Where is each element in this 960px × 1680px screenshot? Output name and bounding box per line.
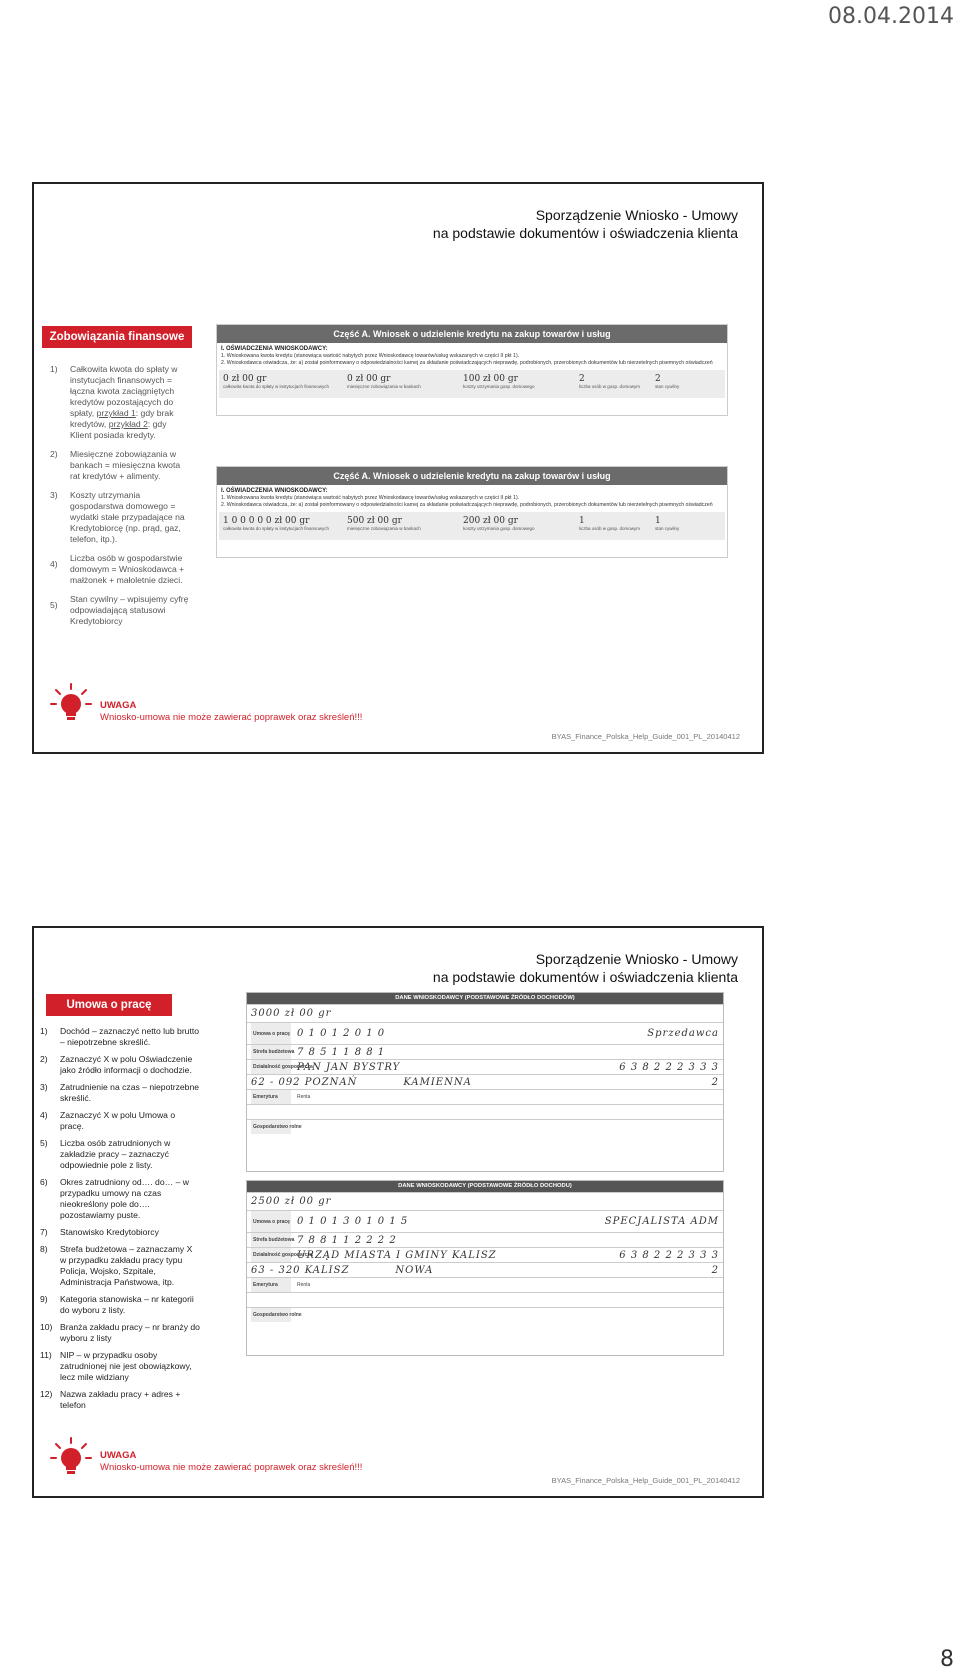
slide-employment-contract [32, 926, 764, 1498]
income-value: 2500 zł 00 gr [251, 1196, 332, 1207]
form-cell: 500 zł 00 gr miesięczne zobowiązania w bankach [347, 516, 421, 531]
street-number: 2 [711, 1076, 719, 1088]
street-number: 2 [711, 1264, 719, 1276]
list-item: 1) Dochód – zaznaczyć netto lub brutto – niepotrzebne skreślić. [40, 1026, 200, 1047]
list-item: 10) Branża zakładu pracy – nr branży do wyboru z listy [40, 1322, 200, 1343]
lightbulb-icon [48, 1436, 94, 1482]
warning-text: Wniosko-umowa nie może zawierać poprawek oraz skreśleń!!! [100, 712, 363, 723]
form-cell: 0 zł 00 gr miesięczne zobowiązania w bankach [347, 374, 421, 389]
street-value: KAMIENNA [403, 1076, 472, 1088]
form-cell: 2 liczba osób w gosp. domowym [579, 374, 641, 389]
phone-value: 6 3 8 2 2 2 3 3 3 [619, 1061, 719, 1073]
slide-title-line1: Sporządzenie Wniosko - Umowy [535, 951, 738, 967]
form-values-row [219, 512, 725, 540]
list-item: 6) Okres zatrudniony od…. do… – w przypadku umowy na czas nieokreślony pole do…. pozostawiamy puste. [40, 1177, 189, 1220]
form-cell: 2 stan cywilny [655, 374, 680, 389]
list-item: 5) Liczba osób zatrudnionych w zakładzie pracy – zaznaczyć odpowiednie pole z listy. [40, 1138, 171, 1170]
section-header: Umowa o pracę [46, 994, 172, 1016]
employment-dates: 0 1 0 1 3 0 1 0 1 5 [297, 1216, 409, 1227]
instructions-list [40, 1026, 200, 1417]
form-bar: Część A. Wniosek o udzielenie kredytu na zakup towarów i usług [217, 467, 727, 485]
list-item: 3) Koszty utrzymania gospodarstwa domowego = wydatki stałe przypadające na Kredytobiorcę (np. prąd, gaz, telefon, itp.). [50, 490, 185, 544]
page-number: 8 [940, 1647, 954, 1672]
lightbulb-icon [48, 682, 94, 728]
slide-title [433, 950, 738, 986]
form-cell: 1 0 0 0 0 0 zł 00 gr całkowita kwota do spłaty w instytucjach finansowych [223, 516, 330, 531]
list-item: 3) Zatrudnienie na czas – niepotrzebne skreślić. [40, 1082, 200, 1103]
employer-name: URZĄD MIASTA I GMINY KALISZ [297, 1249, 497, 1261]
footer-code: BYAS_Finance_Polska_Help_Guide_001_PL_20140412 [551, 732, 740, 741]
form-example-1: Część A. Wniosek o udzielenie kredytu na zakup towarów i usług I. OŚWIADCZENIA WNIOSKODAWCY: 1. Wnioskowana kwota kredytu (stanowiąca wartość nabytych przez Wnioskodawcę towarów/usług wskazanych w części II pkt 1). 2. Wnioskodawca oświadcza, że: a) został poinformowany o odpowiedzialności karnej za składanie poświadczających nieprawdę, podrobionych, przerobionych dokumentów lub nierzetelnych pisemnych oświadczeń 0 zł 00 gr całkowita kwota do spłaty w instytucjach finansowych 0 zł 00 gr miesięczne zobowiązania w bankach 100 zł 00 gr koszty utrzymania gosp. domowego 2 liczba osób w gosp. domowym 2 stan cywilny [216, 324, 728, 416]
employment-form-2: DANE WNIOSKODAWCY (PODSTAWOWE ŹRÓDŁO DOCHODU) 2500 zł 00 gr Umowa o pracę 0 1 0 1 3 0 1 0 1 5 SPECJALISTA ADM Strefa budżetowa 7 8 8 1 1 2 2 2 2 Działalność gospodarcza URZĄD MIASTA I GMINY KALISZ 6 3 8 2 2 2 3 3 3 63 - 320 KALISZ NOWA 2 Emerytura Renta Gospodarstwo rolne [246, 1180, 724, 1356]
document-date: 08.04.2014 [828, 4, 954, 29]
example-link-2[interactable]: przykład 2 [108, 419, 148, 429]
form-cell: 200 zł 00 gr koszty utrzymania gosp. domowego [463, 516, 535, 531]
list-item: 7) Stanowisko Kredytobiorcy [40, 1227, 159, 1237]
income-value: 3000 zł 00 gr [251, 1008, 332, 1019]
phone-value: 6 3 8 2 2 2 3 3 3 [619, 1249, 719, 1261]
employer-name: PAN JAN BYSTRY [297, 1061, 401, 1073]
nip-value: 7 8 8 1 1 2 2 2 2 [297, 1234, 397, 1246]
list-item: 1) Całkowita kwota do spłaty w instytucjach finansowych = łączna kwota zaciągniętych kredytów pozostających do spłaty, przykład 1: gdy brak kredytów, przykład 2: gdy Klient posiada kredyty. [50, 364, 178, 440]
footer-code: BYAS_Finance_Polska_Help_Guide_001_PL_20140412 [551, 1476, 740, 1485]
list-item: 8) Strefa budżetowa – zaznaczamy X w przypadku zakładu pracy typu Policja, Wojsko, Szpitale, Administracja Państwowa, itp. [40, 1244, 193, 1287]
address-zip: 63 - 320 KALISZ [251, 1264, 350, 1276]
form-example-2: Część A. Wniosek o udzielenie kredytu na zakup towarów i usług I. OŚWIADCZENIA WNIOSKODAWCY: 1. Wnioskowana kwota kredytu (stanowiąca wartość nabytych przez Wnioskodawcę towarów/usług wskazanych w części II pkt 1). 2. Wnioskodawca oświadcza, że: a) został poinformowany o odpowiedzialności karnej za składanie poświadczających nieprawdę, podrobionych, przerobionych dokumentów lub nierzetelnych pisemnych oświadczeń 1 0 0 0 0 0 zł 00 gr całkowita kwota do spłaty w instytucjach finansowych 500 zł 00 gr miesięczne zobowiązania w bankach 200 zł 00 gr koszty utrzymania gosp. domowego 1 liczba osób w gosp. domowym 1 stan cywilny [216, 466, 728, 558]
position-value: Sprzedawca [647, 1028, 719, 1039]
form-cell: 1 stan cywilny [655, 516, 680, 531]
warning-title: UWAGA [100, 700, 137, 711]
form-cell: 100 zł 00 gr koszty utrzymania gosp. domowego [463, 374, 535, 389]
employment-dates: 0 1 0 1 2 0 1 0 [297, 1028, 386, 1039]
position-value: SPECJALISTA ADM [604, 1216, 719, 1227]
list-item: 2) Zaznaczyć X w polu Oświadczenie jako źródło informacji o dochodzie. [40, 1054, 193, 1075]
warning-text: Wniosko-umowa nie może zawierać poprawek oraz skreśleń!!! [100, 1462, 363, 1473]
slide-title-line2: na podstawie dokumentów i oświadczenia klienta [432, 225, 738, 241]
instructions-list [50, 364, 190, 635]
warning-box [48, 682, 362, 728]
example-link-1[interactable]: przykład 1 [96, 408, 136, 418]
form-cell: 1 liczba osób w gosp. domowym [579, 516, 641, 531]
form-cell: 0 zł 00 gr całkowita kwota do spłaty w instytucjach finansowych [223, 374, 330, 389]
form-bar: Część A. Wniosek o udzielenie kredytu na zakup towarów i usług [217, 325, 727, 343]
nip-value: 7 8 5 1 1 8 8 1 [297, 1046, 386, 1058]
slide-title-line2: na podstawie dokumentów i oświadczenia klienta [432, 969, 738, 985]
section-header: Zobowiązania finansowe [42, 326, 192, 348]
list-item: 5) Stan cywilny – wpisujemy cyfrę odpowiadającą statusowi Kredytobiorcy [50, 594, 189, 626]
slide-financial-obligations [32, 182, 764, 754]
employment-form-1: DANE WNIOSKODAWCY (PODSTAWOWE ŹRÓDŁO DOCHODÓW) 3000 zł 00 gr Umowa o pracę 0 1 0 1 2 0 1 0 Sprzedawca Strefa budżetowa 7 8 5 1 1 8 8 1 Działalność gospodarcza PAN JAN BYSTRY 6 3 8 2 2 2 3 3 3 62 - 092 POZNAŃ KAMIENNA 2 Emerytura Renta Gospodarstwo rolne [246, 992, 724, 1172]
list-item: 12) Nazwa zakładu pracy + adres + telefon [40, 1389, 181, 1410]
street-value: NOWA [395, 1264, 434, 1276]
warning-title: UWAGA [100, 1450, 137, 1461]
list-item: 2) Miesięczne zobowiązania w bankach = miesięczna kwota rat kredytów + alimenty. [50, 449, 181, 481]
slide-title-line1: Sporządzenie Wniosko - Umowy [535, 207, 738, 223]
list-item: 4) Liczba osób w gospodarstwie domowym = Wnioskodawca + małżonek + małoletnie dzieci. [50, 553, 185, 585]
list-item: 11) NIP – w przypadku osoby zatrudnionej nie jest obowiązkowy, lecz mile widziany [40, 1350, 192, 1382]
list-item: 4) Zaznaczyć X w polu Umowa o pracę. [40, 1110, 176, 1131]
slide-title [433, 206, 738, 242]
warning-box [48, 1436, 362, 1482]
address-zip: 62 - 092 POZNAŃ [251, 1076, 358, 1088]
form-values-row [219, 370, 725, 398]
list-item: 9) Kategoria stanowiska – nr kategorii do wyboru z listy. [40, 1294, 194, 1315]
